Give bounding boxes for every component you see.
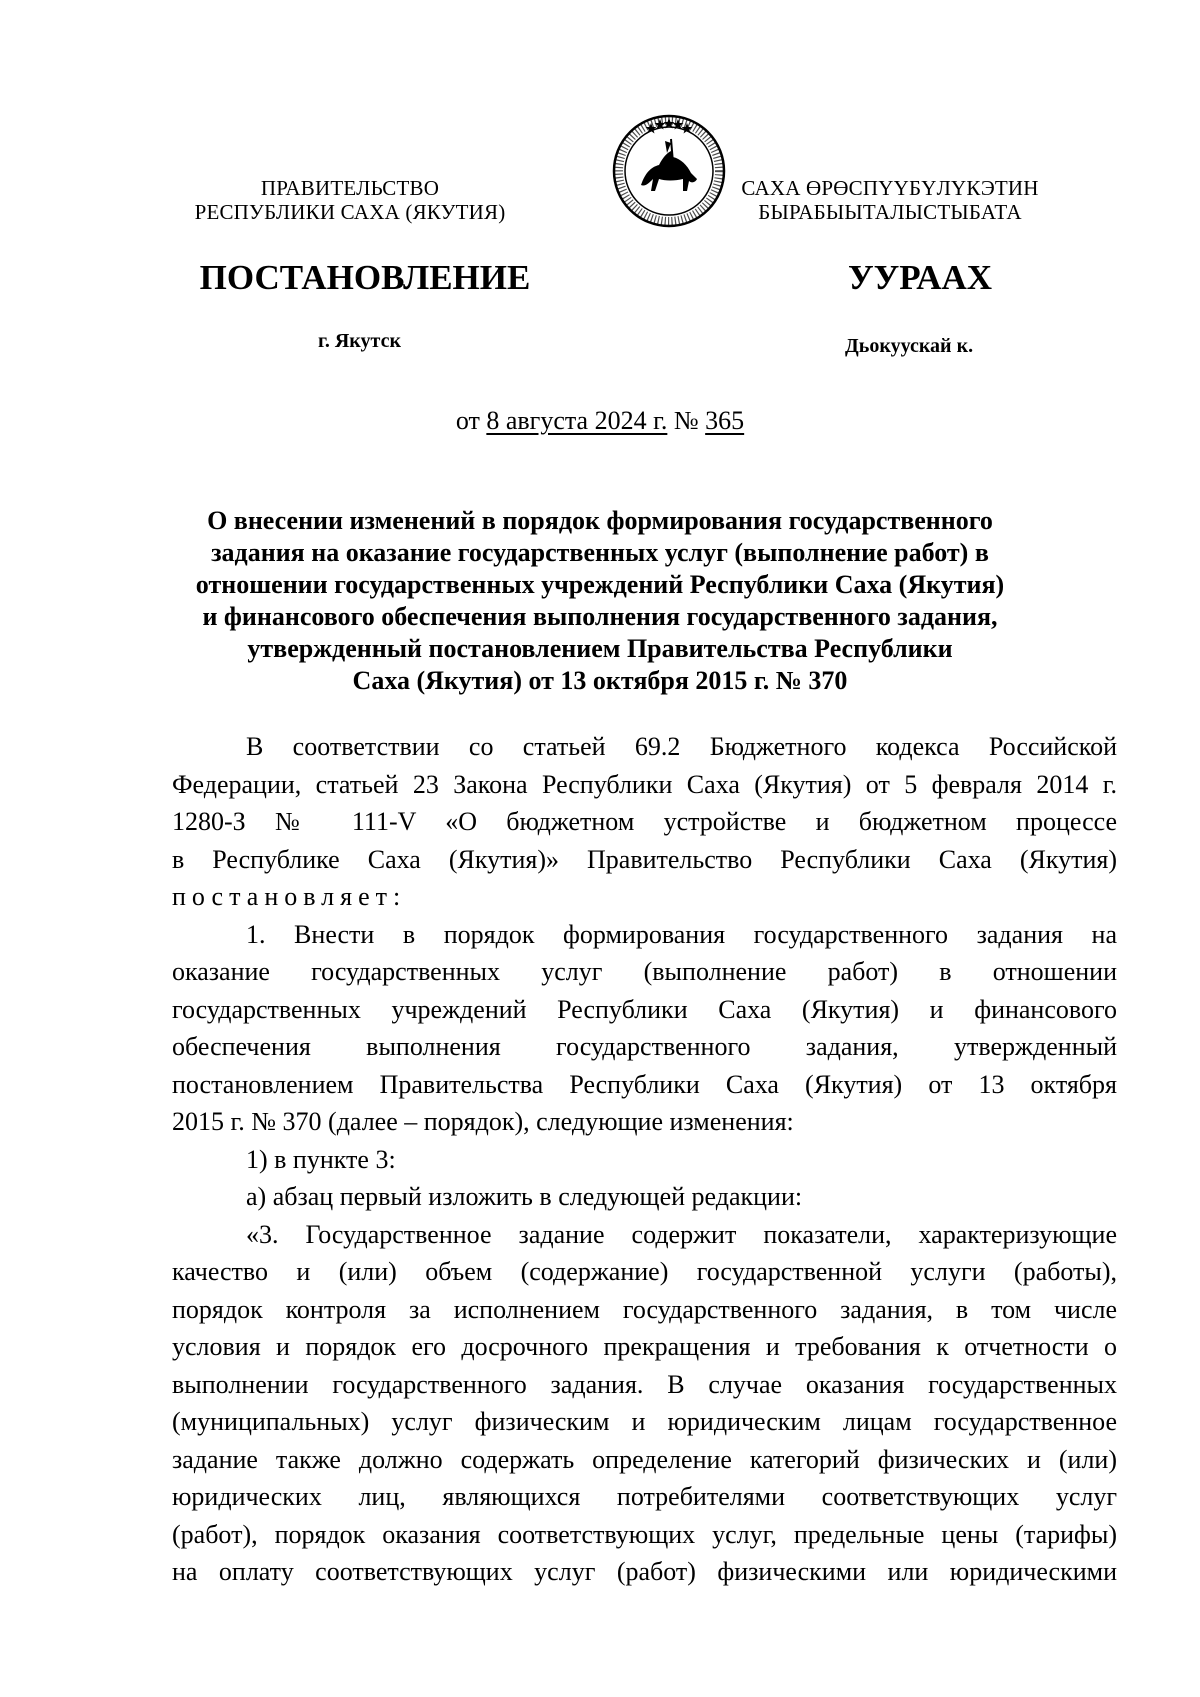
- body-line-postanovlyaet: постановляет:: [172, 882, 407, 911]
- body-line: 1) в пункте 3:: [246, 1144, 396, 1174]
- doc-type-sah: УУРААХ: [847, 258, 993, 297]
- body-line: «3. Государственное задание содержит показатели, характеризующие: [246, 1219, 1117, 1249]
- body-line: в Республике Саха (Якутия)» Правительство Республики Саха (Якутия): [172, 844, 1117, 874]
- document-body: [172, 728, 1117, 1591]
- body-line: задание также должно содержать определение категорий физических и (или): [172, 1444, 1117, 1474]
- header-left-line1: ПРАВИТЕЛЬСТВО: [260, 176, 440, 200]
- body-line: юридических лиц, являющихся потребителями соответствующих услуг: [172, 1482, 1117, 1511]
- body-line: оказание государственных услуг (выполнение работ) в отношении: [172, 957, 1117, 986]
- number-sign: №: [673, 406, 699, 435]
- body-line: постановлением Правительства Республики Саха (Якутия) от 13 октября: [172, 1069, 1117, 1099]
- city-ru: г. Якутск: [318, 330, 401, 352]
- body-line: 1. Внести в порядок формирования государственного задания на: [246, 919, 1117, 949]
- header-right-line1: САХА ӨРӨСПҮҮБҮЛҮКЭТИН: [741, 176, 1039, 200]
- body-line: обеспечения выполнения государственного задания, утвержденный: [172, 1032, 1117, 1061]
- header-right-line2: БЫРАБЫЫТАЛЫСТЫБАТА: [758, 200, 1022, 224]
- body-line: В соответствии со статьей 69.2 Бюджетного кодекса Российской: [246, 732, 1117, 761]
- title-line: и финансового обеспечения выполнения государственного задания,: [202, 602, 998, 631]
- doc-type-ru: ПОСТАНОВЛЕНИЕ: [199, 258, 531, 297]
- header-right: [740, 176, 1040, 224]
- title-line: Саха (Якутия) от 13 октября 2015 г. № 370: [352, 666, 848, 695]
- city-sah: Дьокуускай к.: [845, 335, 974, 357]
- body-line: 2015 г. № 370 (далее – порядок), следующие изменения:: [172, 1107, 794, 1136]
- body-line: качество и (или) объем (содержание) государственной услуги (работы),: [172, 1257, 1117, 1286]
- body-line: (работ), порядок оказания соответствующих услуг, предельные цены (тарифы): [172, 1519, 1117, 1549]
- title-line: задания на оказание государственных услуг (выполнение работ) в: [211, 538, 989, 567]
- coat-of-arms-emblem: [611, 113, 727, 229]
- title-line: отношении государственных учреждений Республики Саха (Якутия): [195, 570, 1005, 599]
- body-line: 1280-З № 111-V «О бюджетном устройстве и бюджетном процессе: [172, 807, 1117, 836]
- body-line: на оплату соответствующих услуг (работ) физическими или юридическими: [172, 1557, 1117, 1586]
- header-left: [170, 176, 530, 224]
- body-line: условия и порядок его досрочного прекращения и требования к отчетности о: [172, 1332, 1117, 1361]
- document-title: [160, 505, 1040, 697]
- body-line: порядок контроля за исполнением государственного задания, в том числе: [172, 1294, 1117, 1324]
- body-line: (муниципальных) услуг физическим и юридическим лицам государственное: [172, 1407, 1117, 1436]
- title-line: О внесении изменений в порядок формирования государственного: [207, 506, 993, 535]
- body-line: Федерации, статьей 23 Закона Республики Саха (Якутия) от 5 февраля 2014 г.: [172, 769, 1117, 799]
- document-number: 365: [705, 406, 745, 435]
- date-number-line: [0, 406, 1200, 436]
- date-prefix: от: [455, 406, 480, 435]
- body-line: государственных учреждений Республики Саха (Якутия) и финансового: [172, 994, 1117, 1024]
- title-line: утвержденный постановлением Правительства Республики: [247, 634, 953, 663]
- document-date: 8 августа 2024 г.: [486, 406, 668, 435]
- body-line: выполнении государственного задания. В случае оказания государственных: [172, 1369, 1117, 1399]
- body-line: а) абзац первый изложить в следующей редакции:: [246, 1182, 803, 1211]
- header-left-line2: РЕСПУБЛИКИ САХА (ЯКУТИЯ): [194, 200, 506, 224]
